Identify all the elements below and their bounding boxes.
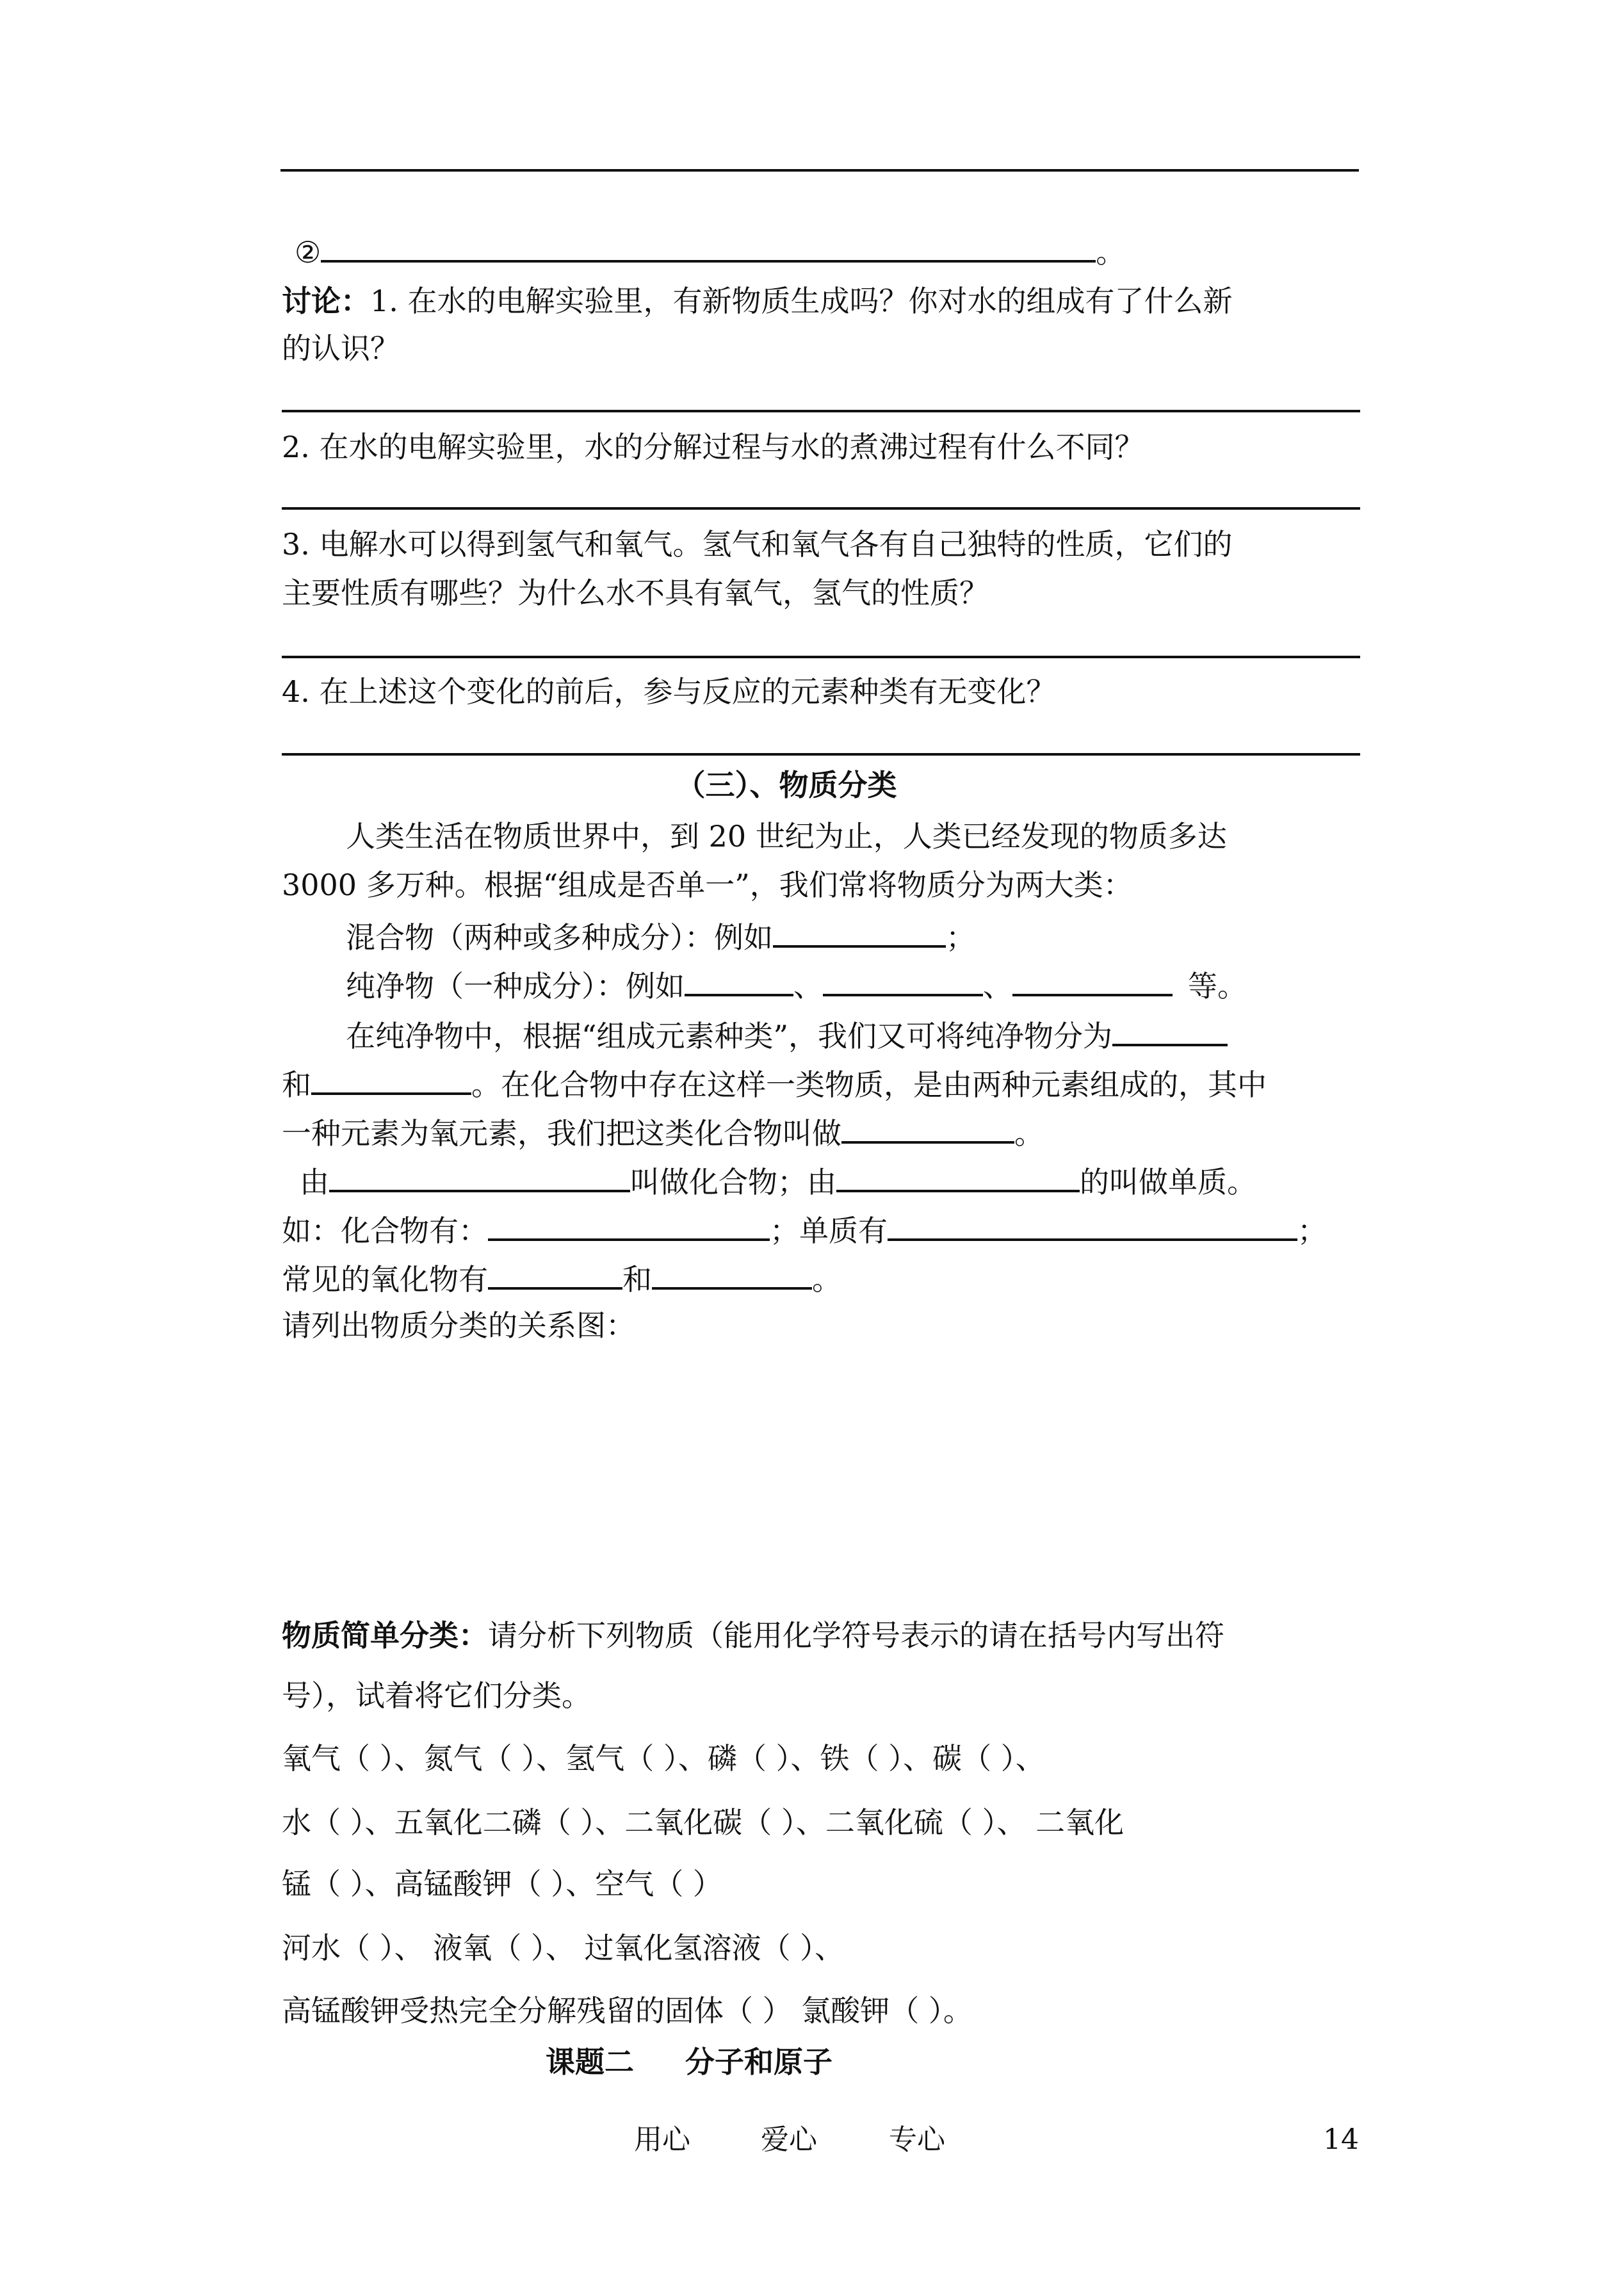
- examples-line: [282, 1209, 1327, 1250]
- separator: 、: [793, 969, 823, 1003]
- common-oxides-line: [282, 1258, 841, 1299]
- footer-word-2: 爱心: [761, 2123, 817, 2156]
- simple-classification-line2: 号），试着将它们分类。: [282, 1678, 591, 1713]
- discussion-q1-line2: 的认识？: [282, 331, 400, 366]
- answer-rule-q3: [282, 656, 1360, 658]
- item-2-end: 。: [1096, 235, 1126, 270]
- substances-line3: 锰（ ）、高锰酸钾（ ）、空气（ ）: [282, 1867, 722, 1901]
- pure-blank-1: [685, 964, 793, 996]
- item-2-line: [295, 231, 1125, 272]
- classify-line1: [346, 1014, 1228, 1055]
- common-oxides-text: 常见的氧化物有: [282, 1262, 488, 1297]
- oxide-blank-2: [652, 1258, 812, 1290]
- element-examples-blank: [888, 1209, 1297, 1241]
- intro-line2: 3000 多万种。根据“组成是否单一”，我们常将物质分为两大类：: [282, 868, 1133, 902]
- answer-rule-q2: [282, 507, 1360, 510]
- simple-classification-line1: [282, 1616, 1224, 1655]
- discussion-q4: 4. 在上述这个变化的前后，参与反应的元素种类有无变化？: [282, 674, 1056, 709]
- mixture-end: ；: [946, 920, 975, 955]
- compound-def-text: 叫做化合物；由: [630, 1165, 836, 1199]
- footer-word-3: 专心: [889, 2123, 945, 2156]
- classify-blank-2: [311, 1063, 471, 1095]
- oxide-text: 一种元素为氧元素，我们把这类化合物叫做: [282, 1116, 841, 1151]
- compound-examples-blank: [488, 1209, 770, 1241]
- mixture-line: [346, 916, 975, 957]
- oxide-line: [282, 1112, 1044, 1153]
- element-def-blank: [836, 1160, 1080, 1192]
- topic-number: 课题二: [546, 2045, 634, 2079]
- item-2-marker: ②: [295, 235, 321, 270]
- substances-line2: 水（ ）、五氧化二磷（ ）、二氧化碳（ ）、二氧化硫（ ）、 二氧化: [282, 1805, 1125, 1840]
- footer-word-1: 用心: [634, 2123, 690, 2156]
- page-number: 14: [1323, 2123, 1359, 2156]
- pure-blank-3: [1012, 964, 1173, 996]
- substances-line1: 氧气（ ）、氮气（ ）、氢气（ ）、磷（ ）、铁（ ）、碳（ ）、: [282, 1741, 1045, 1776]
- mixture-text: 混合物（两种或多种成分）：例如: [346, 920, 773, 955]
- simple-classification-text: 请分析下列物质（能用化学符号表示的请在括号内写出符: [488, 1618, 1224, 1653]
- by-text: 由: [300, 1165, 329, 1199]
- classify-and: 和: [282, 1067, 311, 1102]
- topic-name: 分子和原子: [685, 2045, 832, 2079]
- next-topic-title: [546, 2043, 832, 2081]
- classify-text: 在纯净物中，根据“组成元素种类”，我们又可将纯净物分为: [346, 1019, 1113, 1053]
- classify-blank-1: [1112, 1014, 1228, 1046]
- element-def-text: 的叫做单质。: [1080, 1165, 1256, 1199]
- mixture-blank: [773, 916, 946, 948]
- oxide-blank: [841, 1112, 1014, 1144]
- and-text: 和: [622, 1262, 652, 1297]
- simple-classification-label: 物质简单分类：: [282, 1618, 488, 1653]
- discussion-q1-line1: [282, 282, 1233, 320]
- classify-rest: 。在化合物中存在这样一类物质，是由两种元素组成的，其中: [471, 1067, 1267, 1102]
- oxide-end: 。: [1014, 1116, 1044, 1151]
- discussion-q3-line1: 3. 电解水可以得到氢气和氧气。氢气和氧气各有自己独特的性质，它们的: [282, 527, 1233, 562]
- answer-rule-q1: [282, 410, 1360, 412]
- header-rule: [280, 169, 1359, 172]
- examples-end: ；: [1297, 1213, 1327, 1248]
- pure-line: [346, 964, 1247, 1005]
- compound-def-blank: [329, 1160, 630, 1192]
- diagram-prompt: 请列出物质分类的关系图：: [282, 1308, 635, 1343]
- pure-text: 纯净物（一种成分）：例如: [346, 969, 685, 1003]
- discussion-q3-line2: 主要性质有哪些？为什么水不具有氧气，氢气的性质？: [282, 576, 989, 610]
- discussion-label: 讨论：: [282, 284, 370, 318]
- separator: 、: [983, 969, 1012, 1003]
- classify-line2: [282, 1063, 1267, 1104]
- examples-text: 如：化合物有：: [282, 1213, 488, 1248]
- section-3-title: （三）、物质分类: [676, 768, 897, 802]
- discussion-q2: 2. 在水的电解实验里，水的分解过程与水的煮沸过程有什么不同？: [282, 430, 1144, 464]
- definition-line: [300, 1160, 1256, 1201]
- pure-end: 等。: [1188, 969, 1247, 1003]
- oxide-blank-1: [488, 1258, 622, 1290]
- intro-line1: 人类生活在物质世界中，到 20 世纪为止，人类已经发现的物质多达: [346, 819, 1227, 854]
- substances-line5: 高锰酸钾受热完全分解残留的固体（ ） 氯酸钾（ ）。: [282, 1993, 973, 2028]
- answer-rule-q4: [282, 753, 1360, 756]
- common-end: 。: [812, 1262, 841, 1297]
- substances-line4: 河水（ ）、 液氧（ ）、 过氧化氢溶液（ ）、: [282, 1931, 845, 1965]
- examples-mid-text: ；单质有: [770, 1213, 888, 1248]
- discussion-q1-text: 1. 在水的电解实验里，有新物质生成吗？你对水的组成有了什么新: [370, 284, 1233, 318]
- pure-blank-2: [823, 964, 983, 996]
- answer-blank: [321, 231, 1096, 263]
